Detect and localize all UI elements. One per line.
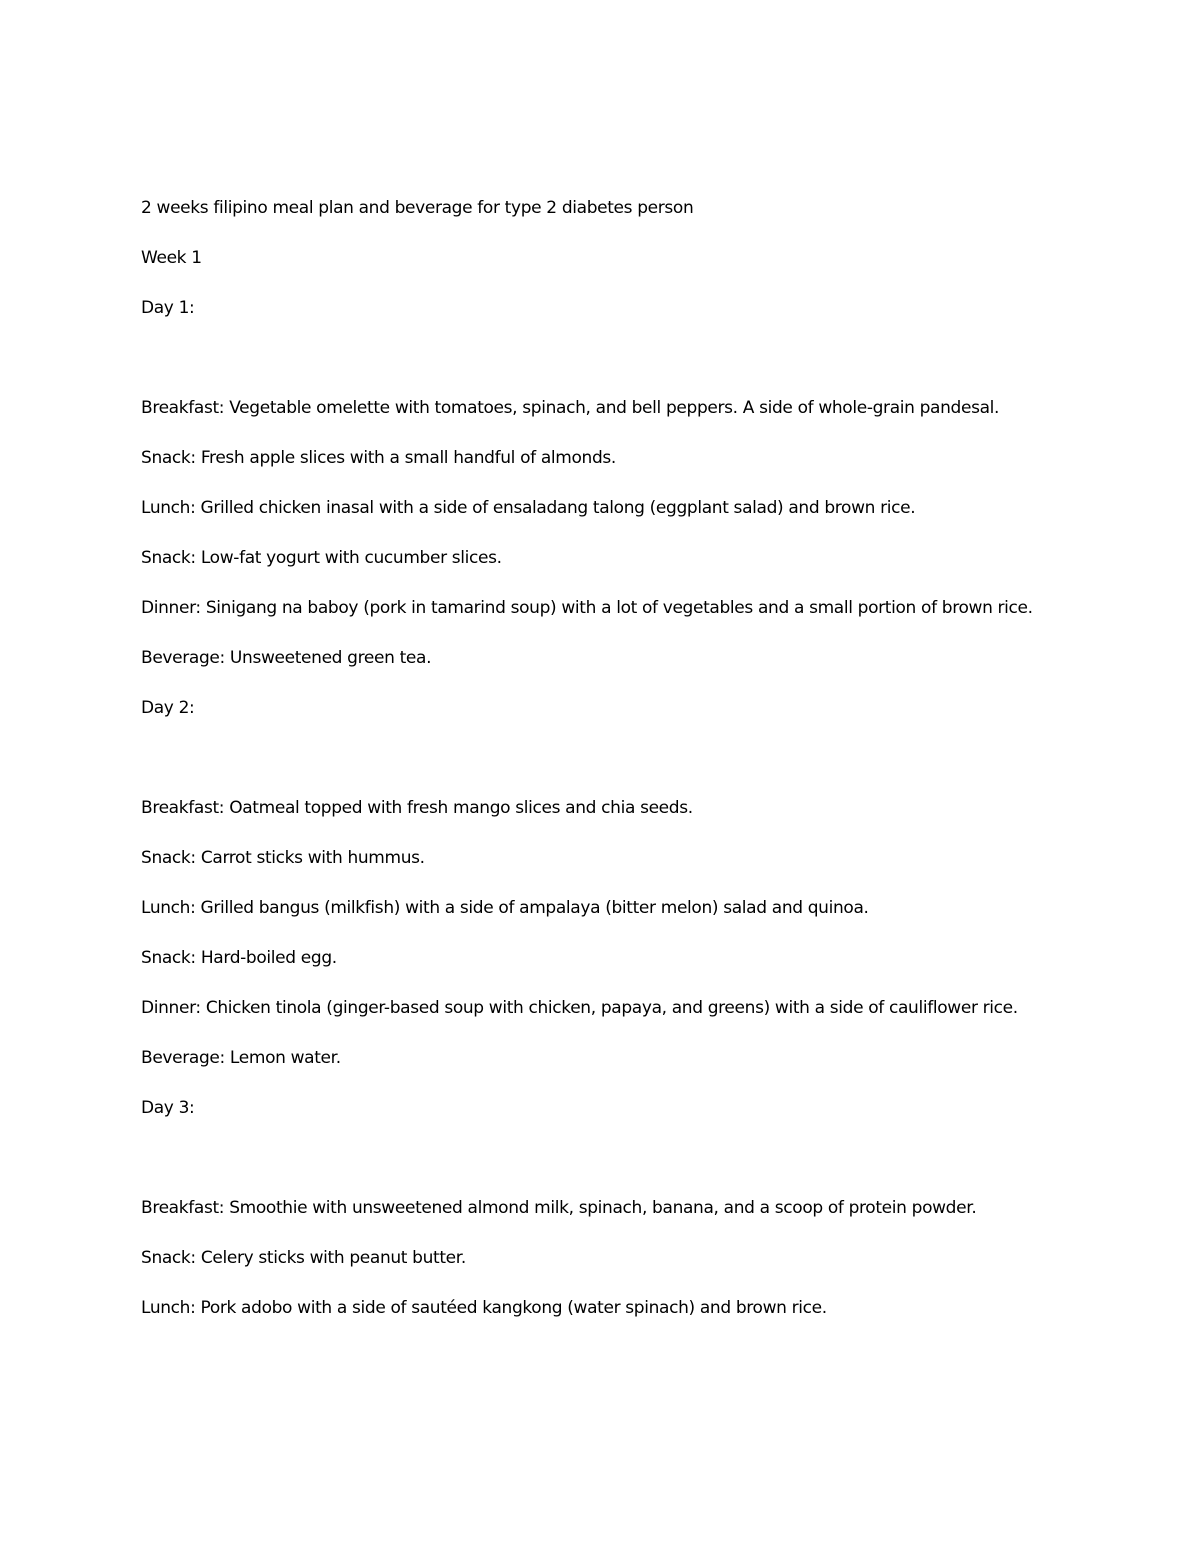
day-2-dinner: Dinner: Chicken tinola (ginger-based soup with chicken, papaya, and greens) with a side of cauliflower rice. xyxy=(141,998,1018,1018)
document-title: 2 weeks filipino meal plan and beverage for type 2 diabetes person xyxy=(141,198,694,218)
week-heading: Week 1 xyxy=(141,248,202,268)
day-3-snack-1: Snack: Celery sticks with peanut butter. xyxy=(141,1248,466,1268)
day-2-snack-2: Snack: Hard-boiled egg. xyxy=(141,948,337,968)
day-1-lunch: Lunch: Grilled chicken inasal with a side of ensaladang talong (eggplant salad) and brown rice. xyxy=(141,498,916,518)
day-2-breakfast: Breakfast: Oatmeal topped with fresh mango slices and chia seeds. xyxy=(141,798,693,818)
day-2-beverage: Beverage: Lemon water. xyxy=(141,1048,341,1068)
day-3-breakfast: Breakfast: Smoothie with unsweetened almond milk, spinach, banana, and a scoop of protein powder. xyxy=(141,1198,977,1218)
day-1-dinner: Dinner: Sinigang na baboy (pork in tamarind soup) with a lot of vegetables and a small portion of brown rice. xyxy=(141,598,1033,618)
day-2-snack-1: Snack: Carrot sticks with hummus. xyxy=(141,848,425,868)
day-3-lunch: Lunch: Pork adobo with a side of sautéed kangkong (water spinach) and brown rice. xyxy=(141,1298,827,1318)
day-1-beverage: Beverage: Unsweetened green tea. xyxy=(141,648,432,668)
day-1-heading: Day 1: xyxy=(141,298,195,318)
day-2-heading: Day 2: xyxy=(141,698,195,718)
document-body xyxy=(141,193,1061,1343)
day-2-lunch: Lunch: Grilled bangus (milkfish) with a side of ampalaya (bitter melon) salad and quinoa. xyxy=(141,898,869,918)
day-1-snack-2: Snack: Low-fat yogurt with cucumber slices. xyxy=(141,548,502,568)
day-1-breakfast: Breakfast: Vegetable omelette with tomatoes, spinach, and bell peppers. A side of whole-grain pandesal. xyxy=(141,398,1000,418)
day-3-heading: Day 3: xyxy=(141,1098,195,1118)
day-1-snack-1: Snack: Fresh apple slices with a small handful of almonds. xyxy=(141,448,616,468)
